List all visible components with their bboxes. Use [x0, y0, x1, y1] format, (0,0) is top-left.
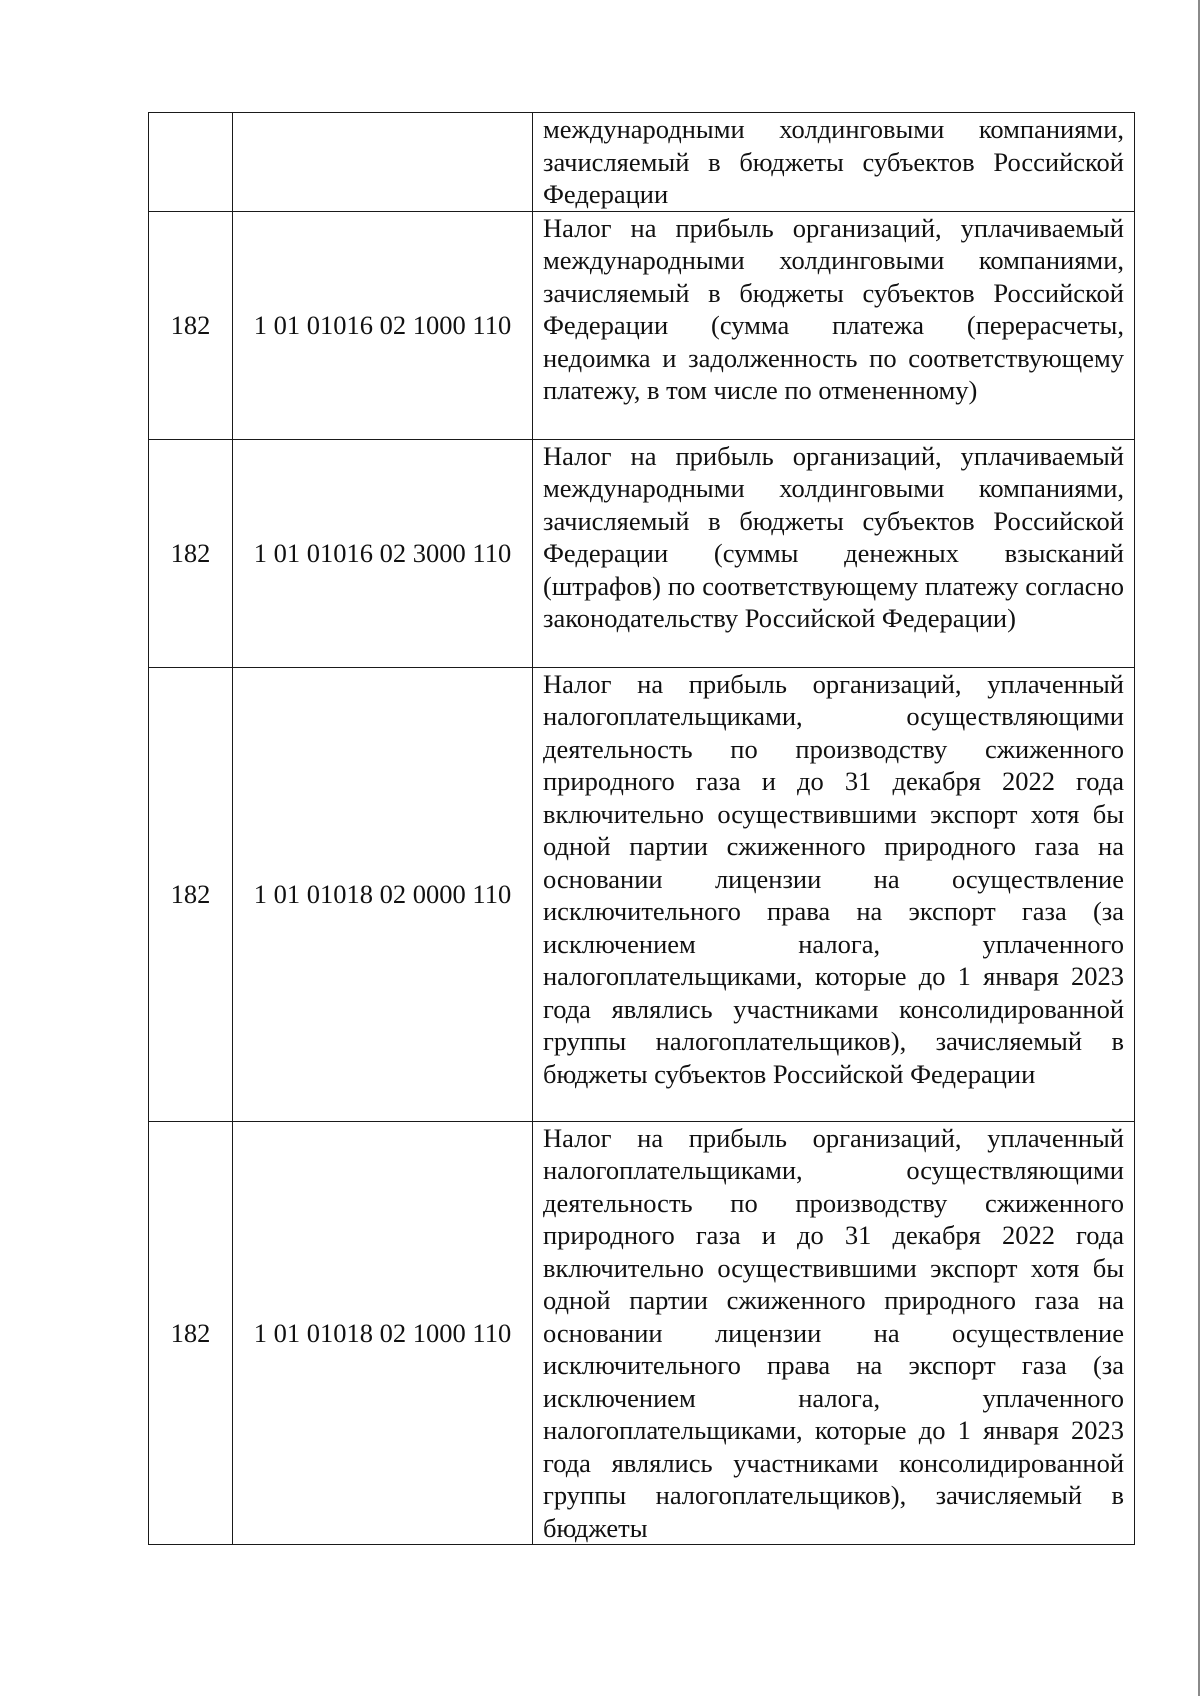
admin-code-cell: 182 [149, 667, 233, 1121]
budget-classification-table [148, 112, 1135, 1545]
table-row [149, 1121, 1135, 1545]
description-cell: Налог на прибыль организаций, уплаченный налогоплательщиками, осуществляющими деятельность по производству сжиженного природного газа и до 31 декабря 2022 года включительно осуществившими экспорт хотя бы одной партии сжиженного природного газа на основании лицензии на осуществление исключительного права на экспорт газа (за исключением налога, уплаченного налогоплательщиками, которые до 1 января 2023 года являлись участниками консолидированной группы налогоплательщиков), зачисляемый в бюджеты [533, 1121, 1135, 1545]
admin-code-cell: 182 [149, 439, 233, 667]
description-cell: Налог на прибыль организаций, уплачиваемый международными холдинговыми компаниями, зачисляемый в бюджеты субъектов Российской Федерации (суммы денежных взысканий (штрафов) по соответствующему платежу согласно законодательству Российской Федерации) [533, 439, 1135, 667]
budget-code-cell: 1 01 01018 02 0000 110 [233, 667, 533, 1121]
description-cell: Налог на прибыль организаций, уплаченный налогоплательщиками, осуществляющими деятельность по производству сжиженного природного газа и до 31 декабря 2022 года включительно осуществившими экспорт хотя бы одной партии сжиженного природного газа на основании лицензии на осуществление исключительного права на экспорт газа (за исключением налога, уплаченного налогоплательщиками, которые до 1 января 2023 года являлись участниками консолидированной группы налогоплательщиков), зачисляемый в бюджеты субъектов Российской Федерации [533, 667, 1135, 1121]
admin-code-cell [149, 113, 233, 212]
budget-code-cell: 1 01 01016 02 1000 110 [233, 211, 533, 439]
budget-code-cell: 1 01 01016 02 3000 110 [233, 439, 533, 667]
budget-code-cell [233, 113, 533, 212]
table-row [149, 667, 1135, 1121]
description-cell: Налог на прибыль организаций, уплачиваемый международными холдинговыми компаниями, зачисляемый в бюджеты субъектов Российской Федерации (сумма платежа (перерасчеты, недоимка и задолженность по соответствующему платежу, в том числе по отмененному) [533, 211, 1135, 439]
table-row [149, 439, 1135, 667]
table-row [149, 211, 1135, 439]
admin-code-cell: 182 [149, 1121, 233, 1545]
admin-code-cell: 182 [149, 211, 233, 439]
budget-code-cell: 1 01 01018 02 1000 110 [233, 1121, 533, 1545]
description-cell: международными холдинговыми компаниями, зачисляемый в бюджеты субъектов Российской Федерации [533, 113, 1135, 212]
table-row [149, 113, 1135, 212]
